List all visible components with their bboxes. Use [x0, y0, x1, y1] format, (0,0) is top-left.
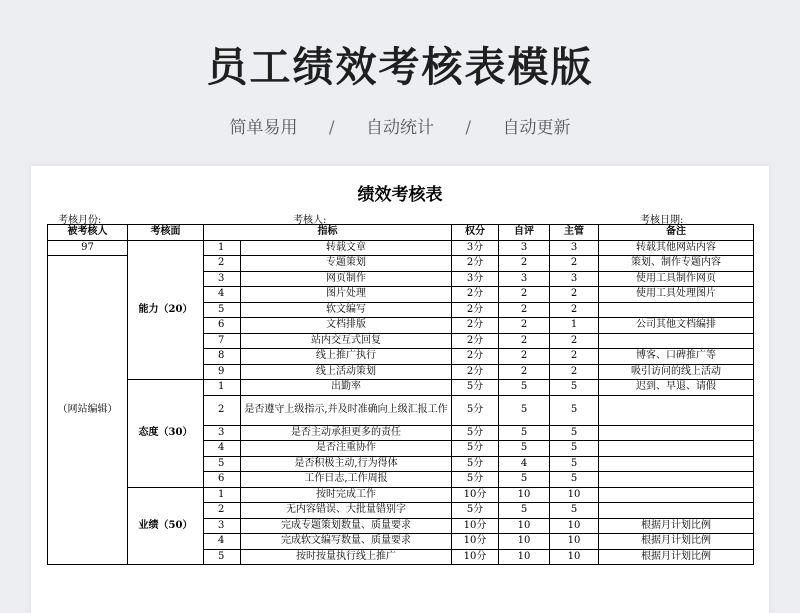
- item-number-cell: 2: [204, 503, 241, 519]
- self-score-cell: 10: [499, 549, 550, 565]
- page-title: 员工绩效考核表模版: [206, 43, 594, 91]
- indicator-cell: 工作日志,工作周报: [241, 472, 452, 488]
- assessment-table: [47, 224, 754, 565]
- item-number-cell: 5: [204, 302, 241, 318]
- note-cell: 根据月计划比例: [599, 518, 754, 534]
- manager-score-cell: 2: [550, 302, 599, 318]
- manager-score-cell: 5: [550, 472, 599, 488]
- manager-score-cell: 3: [550, 271, 599, 287]
- note-cell: [599, 333, 754, 349]
- indicator-cell: 专题策划: [241, 256, 452, 272]
- manager-score-cell: 10: [550, 549, 599, 565]
- manager-score-cell: 1: [550, 318, 599, 334]
- self-score-cell: 2: [499, 256, 550, 272]
- weight-cell: 2分: [452, 256, 499, 272]
- manager-score-cell: 5: [550, 441, 599, 457]
- indicator-cell: 转载文章: [241, 240, 452, 256]
- self-score-cell: 3: [499, 240, 550, 256]
- month-label: 考核月份:: [58, 215, 102, 226]
- self-score-cell: 10: [499, 518, 550, 534]
- category-cell: 能力（20）: [128, 240, 204, 380]
- self-score-cell: 5: [499, 441, 550, 457]
- item-number-cell: 2: [204, 256, 241, 272]
- indicator-cell: 线上推广执行: [241, 349, 452, 365]
- indicator-cell: 无内容错误、大批量错别字: [241, 503, 452, 519]
- note-cell: [599, 425, 754, 441]
- column-header: 被考核人: [48, 225, 128, 241]
- table-row: [48, 380, 754, 396]
- weight-cell: 2分: [452, 364, 499, 380]
- weight-cell: 5分: [452, 425, 499, 441]
- weight-cell: 2分: [452, 333, 499, 349]
- self-score-cell: 2: [499, 302, 550, 318]
- self-score-cell: 5: [499, 472, 550, 488]
- indicator-cell: 按时按量执行线上推广: [241, 549, 452, 565]
- note-cell: 根据月计划比例: [599, 534, 754, 550]
- tag-easy: 简单易用: [229, 118, 298, 138]
- manager-score-cell: 2: [550, 287, 599, 303]
- indicator-cell: 文档排版: [241, 318, 452, 334]
- manager-score-cell: 2: [550, 364, 599, 380]
- tag-separator: /: [328, 118, 335, 138]
- manager-score-cell: 5: [550, 456, 599, 472]
- employee-role-cell: （网站编辑）: [48, 256, 128, 565]
- weight-cell: 3分: [452, 240, 499, 256]
- note-cell: [599, 487, 754, 503]
- manager-score-cell: 5: [550, 503, 599, 519]
- weight-cell: 3分: [452, 271, 499, 287]
- category-cell: 态度（30）: [128, 380, 204, 488]
- manager-score-cell: 5: [550, 380, 599, 396]
- employee-id-cell: 97: [48, 240, 128, 256]
- note-cell: 公司其他文档编排: [599, 318, 754, 334]
- column-header: 自评: [499, 225, 550, 241]
- manager-score-cell: 5: [550, 425, 599, 441]
- item-number-cell: 4: [204, 441, 241, 457]
- self-score-cell: 2: [499, 287, 550, 303]
- weight-cell: 2分: [452, 349, 499, 365]
- manager-score-cell: 5: [550, 395, 599, 425]
- manager-score-cell: 2: [550, 349, 599, 365]
- weight-cell: 10分: [452, 549, 499, 565]
- weight-cell: 10分: [452, 534, 499, 550]
- indicator-cell: 线上活动策划: [241, 364, 452, 380]
- table-row: [48, 487, 754, 503]
- note-cell: [599, 456, 754, 472]
- weight-cell: 5分: [452, 395, 499, 425]
- note-cell: 博客、口碑推广等: [599, 349, 754, 365]
- item-number-cell: 9: [204, 364, 241, 380]
- self-score-cell: 5: [499, 395, 550, 425]
- indicator-cell: 出勤率: [241, 380, 452, 396]
- weight-cell: 2分: [452, 287, 499, 303]
- tag-auto-update: 自动更新: [502, 118, 571, 138]
- table-header-row: [48, 225, 754, 241]
- item-number-cell: 7: [204, 333, 241, 349]
- self-score-cell: 3: [499, 271, 550, 287]
- indicator-cell: 图片处理: [241, 287, 452, 303]
- manager-score-cell: 10: [550, 534, 599, 550]
- indicator-cell: 按时完成工作: [241, 487, 452, 503]
- item-number-cell: 4: [204, 287, 241, 303]
- self-score-cell: 2: [499, 349, 550, 365]
- self-score-cell: 5: [499, 503, 550, 519]
- column-header: 考核面: [128, 225, 204, 241]
- note-cell: 迟到、早退、请假: [599, 380, 754, 396]
- indicator-cell: 站内交互式回复: [241, 333, 452, 349]
- self-score-cell: 2: [499, 333, 550, 349]
- self-score-cell: 10: [499, 487, 550, 503]
- weight-cell: 10分: [452, 487, 499, 503]
- note-cell: [599, 302, 754, 318]
- self-score-cell: 2: [499, 364, 550, 380]
- manager-score-cell: 10: [550, 518, 599, 534]
- item-number-cell: 6: [204, 472, 241, 488]
- column-header: 主管: [550, 225, 599, 241]
- self-score-cell: 2: [499, 318, 550, 334]
- note-cell: 策划、制作专题内容: [599, 256, 754, 272]
- indicator-cell: 是否注重协作: [241, 441, 452, 457]
- table-row: [48, 240, 754, 256]
- self-score-cell: 5: [499, 380, 550, 396]
- indicator-cell: 网页制作: [241, 271, 452, 287]
- indicator-cell: 是否遵守上级指示,并及时准确向上级汇报工作: [241, 395, 452, 425]
- item-number-cell: 3: [204, 425, 241, 441]
- note-cell: [599, 441, 754, 457]
- note-cell: 使用工具处理图片: [599, 287, 754, 303]
- weight-cell: 5分: [452, 441, 499, 457]
- note-cell: [599, 395, 754, 425]
- sheet-title: 绩效考核表: [357, 185, 443, 205]
- tag-auto-stats: 自动统计: [366, 118, 434, 138]
- weight-cell: 10分: [452, 518, 499, 534]
- column-header: 权分: [452, 225, 499, 241]
- category-cell: 业绩（50）: [128, 487, 204, 565]
- item-number-cell: 1: [204, 380, 241, 396]
- weight-cell: 2分: [452, 302, 499, 318]
- weight-cell: 5分: [452, 380, 499, 396]
- indicator-cell: 软文编写: [241, 302, 452, 318]
- item-number-cell: 5: [204, 456, 241, 472]
- tag-separator: /: [465, 118, 472, 138]
- manager-score-cell: 3: [550, 240, 599, 256]
- note-cell: [599, 472, 754, 488]
- self-score-cell: 4: [499, 456, 550, 472]
- note-cell: 根据月计划比例: [599, 549, 754, 565]
- note-cell: 吸引访问的线上活动: [599, 364, 754, 380]
- feature-tagline: [0, 113, 800, 138]
- manager-score-cell: 10: [550, 487, 599, 503]
- weight-cell: 5分: [452, 456, 499, 472]
- weight-cell: 5分: [452, 503, 499, 519]
- note-cell: [599, 503, 754, 519]
- manager-score-cell: 2: [550, 333, 599, 349]
- indicator-cell: 是否积极主动,行为得体: [241, 456, 452, 472]
- weight-cell: 5分: [452, 472, 499, 488]
- item-number-cell: 8: [204, 349, 241, 365]
- item-number-cell: 3: [204, 518, 241, 534]
- item-number-cell: 2: [204, 395, 241, 425]
- item-number-cell: 1: [204, 487, 241, 503]
- item-number-cell: 1: [204, 240, 241, 256]
- column-header: 备注: [599, 225, 754, 241]
- note-cell: 转载其他网站内容: [599, 240, 754, 256]
- indicator-cell: 完成软文编写数量、质量要求: [241, 534, 452, 550]
- self-score-cell: 10: [499, 534, 550, 550]
- manager-score-cell: 2: [550, 256, 599, 272]
- item-number-cell: 4: [204, 534, 241, 550]
- weight-cell: 2分: [452, 318, 499, 334]
- date-label: 考核日期:: [640, 215, 684, 226]
- reviewer-label: 考核人:: [293, 215, 327, 226]
- item-number-cell: 3: [204, 271, 241, 287]
- column-header: 指标: [204, 225, 452, 241]
- note-cell: 使用工具制作网页: [599, 271, 754, 287]
- spreadsheet-preview: [31, 166, 769, 613]
- indicator-cell: 是否主动承担更多的责任: [241, 425, 452, 441]
- self-score-cell: 5: [499, 425, 550, 441]
- indicator-cell: 完成专题策划数量、质量要求: [241, 518, 452, 534]
- item-number-cell: 5: [204, 549, 241, 565]
- item-number-cell: 6: [204, 318, 241, 334]
